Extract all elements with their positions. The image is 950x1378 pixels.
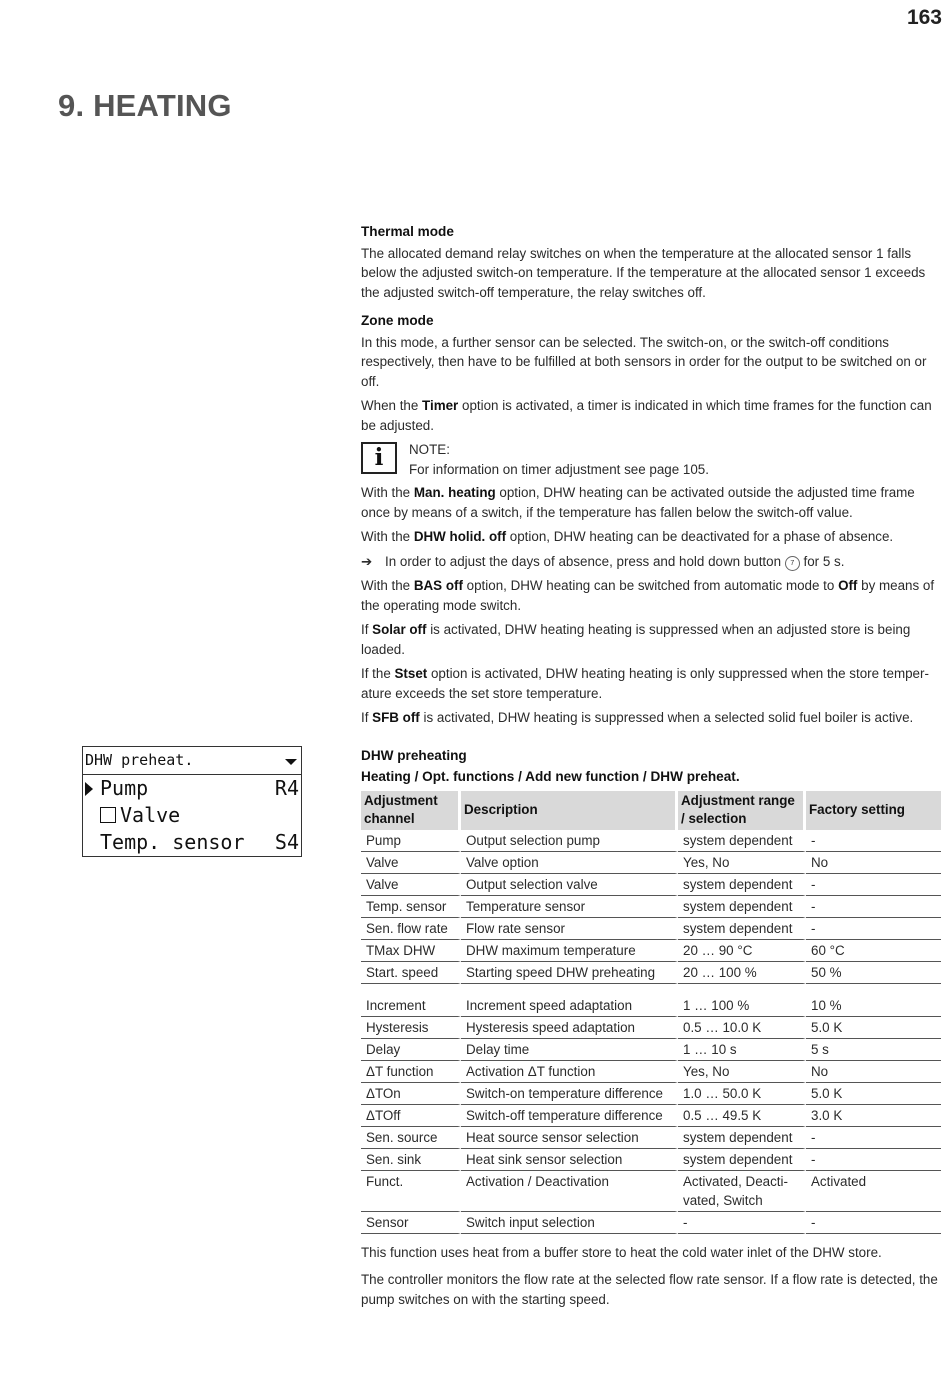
table-cell: - [806, 1149, 941, 1171]
table-cell: Starting speed DHW preheating [461, 962, 678, 984]
settings-table [361, 791, 941, 1234]
table-cell: system dependent [678, 874, 806, 896]
lcd-row-valve[interactable] [83, 802, 301, 829]
table-row [361, 1039, 941, 1061]
table-cell: Start. speed [361, 962, 461, 984]
table-cell: - [806, 874, 941, 896]
bas-off-paragraph: With the BAS off option, DHW heating can be switched from automatic mode to Off by means of the operating mode switch. [361, 578, 935, 613]
table-cell: - [806, 918, 941, 940]
table-cell: Activation / Deactivation [461, 1171, 678, 1212]
table-cell: system dependent [678, 830, 806, 852]
table-cell: 1 … 100 % [678, 995, 806, 1017]
table-cell: Sensor [361, 1212, 461, 1234]
table-cell: Hysteresis [361, 1017, 461, 1039]
table-row [361, 1105, 941, 1127]
table-cell: Yes, No [678, 1061, 806, 1083]
table-row [361, 1083, 941, 1105]
table-cell: Switch-off temperature difference [461, 1105, 678, 1127]
table-cell [806, 984, 941, 995]
note-box [361, 440, 943, 479]
table-cell: Flow rate sensor [461, 918, 678, 940]
table-cell: Temp. sensor [361, 896, 461, 918]
table-cell: Switch input selection [461, 1212, 678, 1234]
lcd-row-pump[interactable] [83, 775, 301, 802]
table-cell: Increment [361, 995, 461, 1017]
table-cell: TMax DHW [361, 940, 461, 962]
table-row [361, 1171, 941, 1212]
table-cell: - [806, 896, 941, 918]
lcd-title: DHW preheat. [85, 751, 194, 769]
table-cell: Increment speed adaptation [461, 995, 678, 1017]
absence-instruction: ➔ In order to adjust the days of absence, press and hold down button 7 for 5 s. [361, 552, 943, 572]
table-cell: 50 % [806, 962, 941, 984]
table-cell: DHW maximum temperature [461, 940, 678, 962]
button-7-icon: 7 [785, 556, 800, 571]
table-cell: Activated [806, 1171, 941, 1212]
sfb-off-paragraph: If SFB off is activated, DHW heating is suppressed when a selected solid fuel boiler is active. [361, 710, 914, 725]
chapter-title: 9. HEATING [58, 88, 232, 123]
menu-path: Heating / Opt. functions / Add new function / DHW preheat. [361, 769, 740, 784]
table-cell: Yes, No [678, 852, 806, 874]
footer-text-2: The controller monitors the flow rate at the selected flow rate sensor. If a flow rate is detected, the pump switches on with the starting speed. [361, 1272, 938, 1307]
table-row [361, 1149, 941, 1171]
table-row [361, 1212, 941, 1234]
table-row [361, 852, 941, 874]
table-row [361, 830, 941, 852]
lcd-label: Valve [120, 803, 181, 827]
table-row [361, 1127, 941, 1149]
table-cell: 0.5 … 10.0 K [678, 1017, 806, 1039]
lcd-value: S4 [274, 830, 299, 854]
table-cell: Heat sink sensor selection [461, 1149, 678, 1171]
table-cell: 5 s [806, 1039, 941, 1061]
man-heating-paragraph: With the Man. heating option, DHW heating can be activated outside the adjusted time frame once by means of a switch, if the temperature has fallen below the switch-off value. [361, 485, 915, 520]
table-cell: 20 … 100 % [678, 962, 806, 984]
table-header: Adjustment range / selection [678, 791, 806, 830]
table-cell: Hysteresis speed adaptation [461, 1017, 678, 1039]
table-header: Description [461, 791, 678, 830]
lcd-row-temp-sensor[interactable] [83, 829, 301, 856]
table-cell: system dependent [678, 896, 806, 918]
table-cell: 5.0 K [806, 1083, 941, 1105]
table-cell: ΔTOn [361, 1083, 461, 1105]
stset-paragraph: If the Stset option is activated, DHW heating heating is only suppressed when the store temper-ature exceeds the set store temperature. [361, 666, 929, 701]
lcd-label: Temp. sensor [100, 830, 245, 854]
lcd-label: Pump [100, 776, 149, 800]
table-row [361, 962, 941, 984]
solar-off-paragraph: If Solar off is activated, DHW heating heating is suppressed when an adjusted store is being loaded. [361, 622, 911, 657]
table-cell: Output selection pump [461, 830, 678, 852]
table-row [361, 918, 941, 940]
table-row [361, 984, 941, 995]
table-cell: 20 … 90 °C [678, 940, 806, 962]
table-row [361, 896, 941, 918]
table-cell: 1 … 10 s [678, 1039, 806, 1061]
table-cell: Switch-on temperature difference [461, 1083, 678, 1105]
table-cell [678, 984, 806, 995]
table-cell: Output selection valve [461, 874, 678, 896]
preheat-heading: DHW preheating [361, 747, 467, 763]
dropdown-arrow-icon [285, 759, 297, 765]
table-cell: 60 °C [806, 940, 941, 962]
table-cell: - [806, 1127, 941, 1149]
lcd-header [83, 747, 301, 775]
holiday-paragraph: With the DHW holid. off option, DHW heating can be deactivated for a phase of absence. [361, 529, 894, 544]
table-header: Factory setting [806, 791, 941, 830]
table-cell: 0.5 … 49.5 K [678, 1105, 806, 1127]
table-cell: Temperature sensor [461, 896, 678, 918]
table-cell: Sen. flow rate [361, 918, 461, 940]
table-cell: system dependent [678, 1149, 806, 1171]
table-cell: No [806, 852, 941, 874]
lcd-value: R4 [274, 776, 299, 800]
thermal-mode-heading: Thermal mode [361, 224, 454, 239]
timer-paragraph: When the Timer option is activated, a timer is indicated in which time frames for the function can be adjusted. [361, 398, 932, 433]
table-cell: Heat source sensor selection [461, 1127, 678, 1149]
table-row [361, 1017, 941, 1039]
text-column [361, 222, 943, 1314]
note-label: NOTE: [409, 442, 450, 457]
table-cell: 1.0 … 50.0 K [678, 1083, 806, 1105]
checkbox-icon[interactable] [100, 807, 116, 823]
table-cell: ΔTOff [361, 1105, 461, 1127]
table-header-row [361, 791, 941, 830]
table-cell: Valve [361, 852, 461, 874]
table-cell: - [678, 1212, 806, 1234]
table-cell: system dependent [678, 918, 806, 940]
table-cell: Valve option [461, 852, 678, 874]
table-row [361, 995, 941, 1017]
info-icon: i [361, 442, 397, 474]
table-cell: Delay time [461, 1039, 678, 1061]
table-cell: 3.0 K [806, 1105, 941, 1127]
thermal-mode-text: The allocated demand relay switches on when the temperature at the allocated sensor 1 falls below the adjusted switch-on temperature. If the temperature at the allocated sensor 1 exceeds the adjusted switch-off temperature, the relay switches off. [361, 245, 926, 300]
table-row [361, 940, 941, 962]
table-cell: 10 % [806, 995, 941, 1017]
lcd-display [82, 746, 302, 857]
table-cell [361, 984, 461, 995]
table-row [361, 874, 941, 896]
table-cell: Activated, Deacti-vated, Switch [678, 1171, 806, 1212]
page-number: 163 [906, 6, 942, 29]
table-cell: Pump [361, 830, 461, 852]
table-cell: Delay [361, 1039, 461, 1061]
table-cell [461, 984, 678, 995]
table-cell: Valve [361, 874, 461, 896]
cursor-arrow-icon [85, 782, 93, 796]
footer-text-1: This function uses heat from a buffer store to heat the cold water inlet of the DHW store. [361, 1244, 882, 1260]
table-cell: No [806, 1061, 941, 1083]
note-text: For information on timer adjustment see page 105. [409, 461, 709, 477]
zone-mode-heading: Zone mode [361, 313, 434, 328]
table-header: Adjustment channel [361, 791, 461, 830]
table-cell: - [806, 1212, 941, 1234]
table-cell: - [806, 830, 941, 852]
table-row [361, 1061, 941, 1083]
zone-mode-text: In this mode, a further sensor can be selected. The switch-on, or the switch-off conditions respectively, then have to be fulfilled at both sensors in order for the output to be switched on or off. [361, 334, 927, 389]
table-cell: Sen. source [361, 1127, 461, 1149]
arrow-right-icon: ➔ [361, 553, 373, 569]
table-cell: ΔT function [361, 1061, 461, 1083]
table-cell: Funct. [361, 1171, 461, 1212]
table-cell: 5.0 K [806, 1017, 941, 1039]
table-cell: Sen. sink [361, 1149, 461, 1171]
table-cell: system dependent [678, 1127, 806, 1149]
table-cell: Activation ΔT function [461, 1061, 678, 1083]
